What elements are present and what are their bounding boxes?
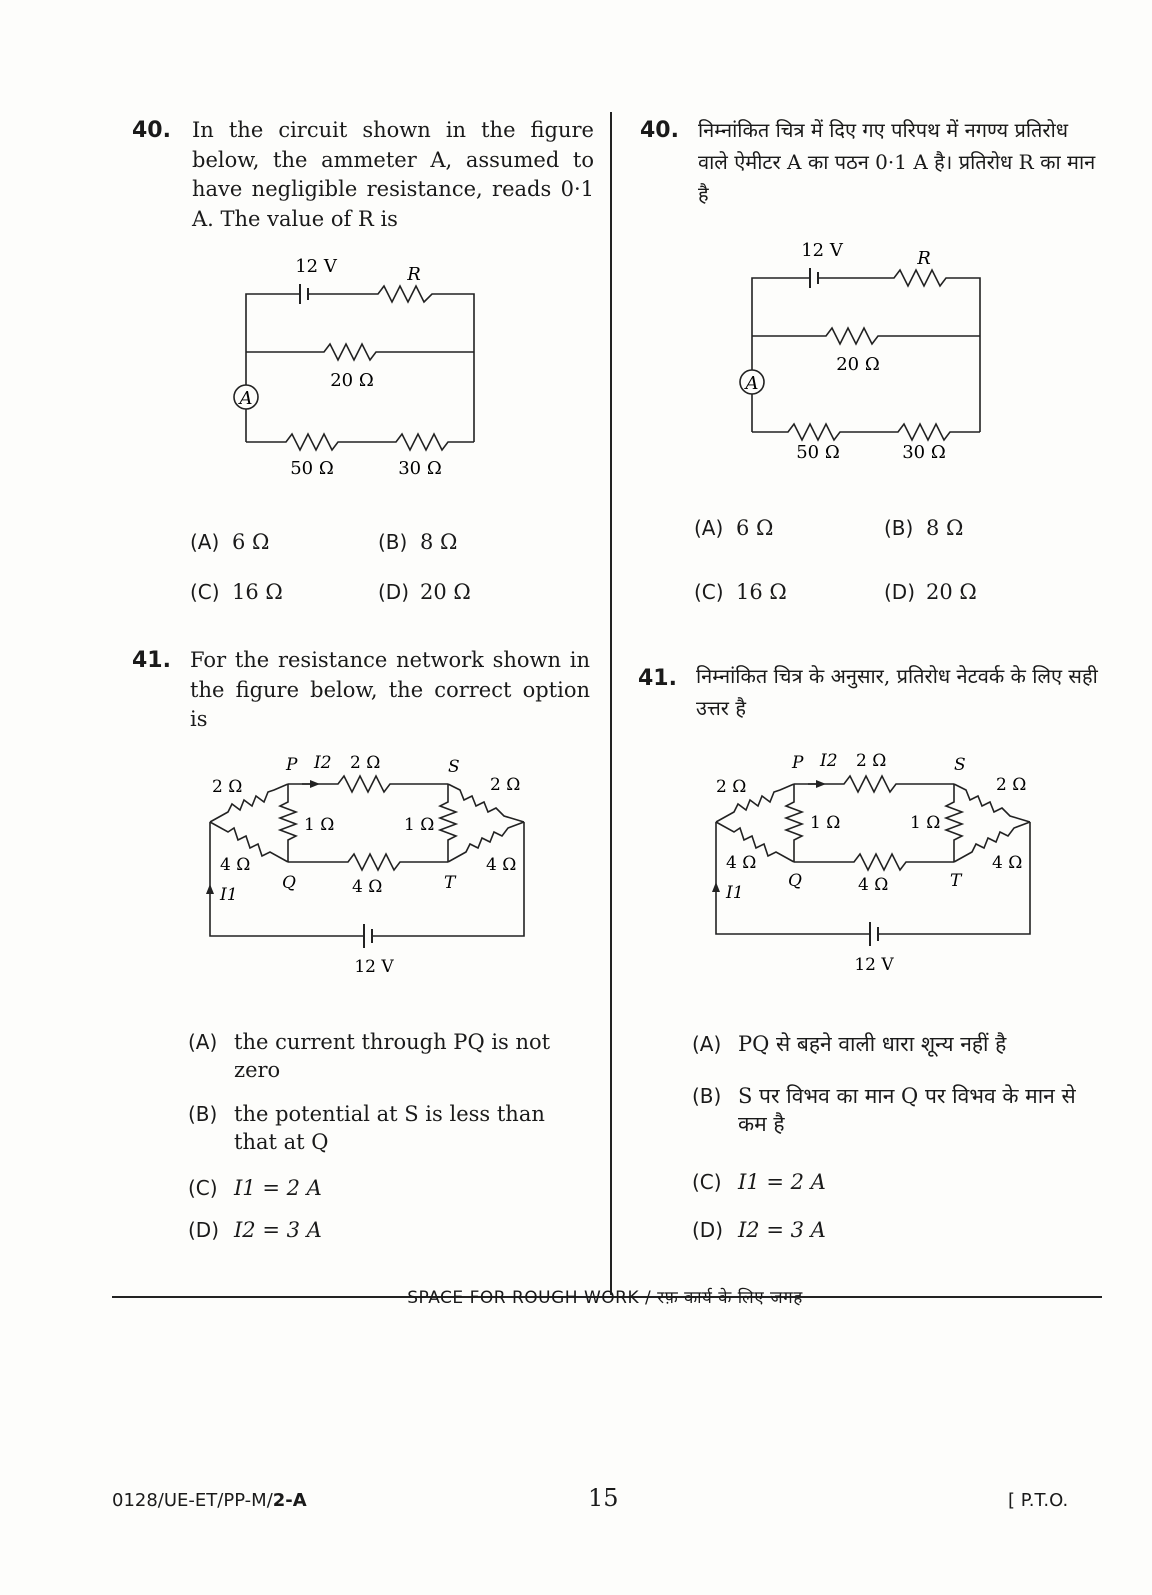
resistor-r-label: R	[407, 264, 421, 285]
q40-en-number: 40.	[132, 118, 171, 143]
current-i1-label-hi: I1	[726, 883, 744, 903]
pto-label: [ P.T.O.	[1008, 1490, 1069, 1511]
q40-hi-option-c: (C) 16 Ω	[694, 580, 787, 604]
q41-en-option-d: (D) I2 = 3 A	[188, 1218, 322, 1242]
resistor-50-label: 50 Ω	[290, 458, 334, 479]
resistor-bot-label: 4 Ω	[352, 877, 383, 897]
resistor-pq-label-hi: 1 Ω	[810, 813, 841, 833]
circuit-q41-en	[198, 748, 534, 980]
resistor-ll-label: 4 Ω	[220, 855, 251, 875]
q41-en-option-b: (B) the potential at S is less than that at Q	[188, 1102, 545, 1154]
paper-code: 0128/UE-ET/PP-M/2-A	[112, 1490, 307, 1511]
page-number: 15	[588, 1484, 619, 1512]
resistor-st-label: 1 Ω	[404, 815, 435, 835]
node-p-label-hi: P	[792, 753, 804, 773]
q41-hi-option-a: (A) PQ से बहने वाली धारा शून्य नहीं है	[692, 1032, 1007, 1056]
q41-hi-option-d: (D) I2 = 3 A	[692, 1218, 826, 1242]
current-i2-label: I2	[314, 753, 332, 773]
resistor-top-label-hi: 2 Ω	[856, 751, 887, 771]
resistor-bot-label-hi: 4 Ω	[858, 875, 889, 895]
resistor-lr-label: 4 Ω	[486, 855, 517, 875]
battery-label: 12 V	[295, 256, 337, 277]
resistor-ur-label: 2 Ω	[490, 775, 521, 795]
resistor-r-label-hi: R	[917, 248, 931, 269]
circuit-q41-hi	[704, 748, 1040, 980]
resistor-30-label-hi: 30 Ω	[902, 442, 946, 463]
resistor-ul-label: 2 Ω	[212, 777, 243, 797]
resistor-ll-label-hi: 4 Ω	[726, 853, 757, 873]
battery-label-2: 12 V	[354, 957, 394, 977]
q40-hi-option-a: (A) 6 Ω	[694, 516, 774, 540]
resistor-50-label-hi: 50 Ω	[796, 442, 840, 463]
circuit-q40-en	[228, 252, 490, 482]
q41-en-option-c: (C) I1 = 2 A	[188, 1176, 322, 1200]
node-t-label-hi: T	[950, 871, 962, 891]
node-s-label: S	[448, 757, 460, 777]
q41-hi-option-c: (C) I1 = 2 A	[692, 1170, 826, 1194]
battery-label-2-hi: 12 V	[854, 955, 894, 975]
battery-label-hi: 12 V	[801, 240, 843, 261]
q41-hi-text: निम्नांकित चित्र के अनुसार, प्रतिरोध नेटवर्क के लिए सही उत्तर है	[696, 664, 1098, 720]
q40-en-option-b: (B) 8 Ω	[378, 530, 458, 554]
resistor-top-label: 2 Ω	[350, 753, 381, 773]
resistor-lr-label-hi: 4 Ω	[992, 853, 1023, 873]
node-q-label-hi: Q	[788, 871, 802, 891]
resistor-20-label-hi: 20 Ω	[836, 354, 880, 375]
q41-hi-number: 41.	[638, 666, 677, 691]
node-q-label: Q	[282, 873, 296, 893]
q40-hi-option-b: (B) 8 Ω	[884, 516, 964, 540]
resistor-ur-label-hi: 2 Ω	[996, 775, 1027, 795]
q40-hi-number: 40.	[640, 118, 679, 143]
resistor-pq-label: 1 Ω	[304, 815, 335, 835]
q41-en-number: 41.	[132, 648, 171, 673]
column-divider	[610, 112, 612, 1295]
resistor-st-label-hi: 1 Ω	[910, 813, 941, 833]
resistor-ul-label-hi: 2 Ω	[716, 777, 747, 797]
resistor-30-label: 30 Ω	[398, 458, 442, 479]
rough-work-label: SPACE FOR ROUGH WORK / रफ़ कार्य के लिए जगह	[407, 1288, 803, 1308]
q40-hi-option-d: (D) 20 Ω	[884, 580, 977, 604]
q40-en-option-d: (D) 20 Ω	[378, 580, 471, 604]
resistor-20-label: 20 Ω	[330, 370, 374, 391]
q40-hi-text: निम्नांकित चित्र में दिए गए परिपथ में नगण्य प्रतिरोध वाले ऐमीटर A का पठन 0·1 A है। प्रतिरोध R का मान है	[698, 118, 1096, 206]
q40-en-option-c: (C) 16 Ω	[190, 580, 283, 604]
circuit-q40-hi	[734, 236, 996, 466]
node-s-label-hi: S	[954, 755, 966, 775]
current-i1-label: I1	[220, 885, 238, 905]
node-t-label: T	[444, 873, 456, 893]
ammeter-label: A	[239, 388, 253, 409]
ammeter-label-hi: A	[745, 373, 759, 394]
node-p-label: P	[286, 755, 298, 775]
q41-en-text: For the resistance network shown in the figure below, the correct option is	[190, 648, 590, 731]
q41-hi-option-b: (B) S पर विभव का मान Q पर विभव के मान से कम है	[692, 1084, 1076, 1136]
q41-en-option-a: (A) the current through PQ is not zero	[188, 1030, 551, 1082]
q40-en-option-a: (A) 6 Ω	[190, 530, 270, 554]
current-i2-label-hi: I2	[820, 751, 838, 771]
q40-en-text: In the circuit shown in the figure below, the ammeter A, assumed to have negligible resistance, reads 0·1 A. The value of R is	[192, 118, 594, 231]
